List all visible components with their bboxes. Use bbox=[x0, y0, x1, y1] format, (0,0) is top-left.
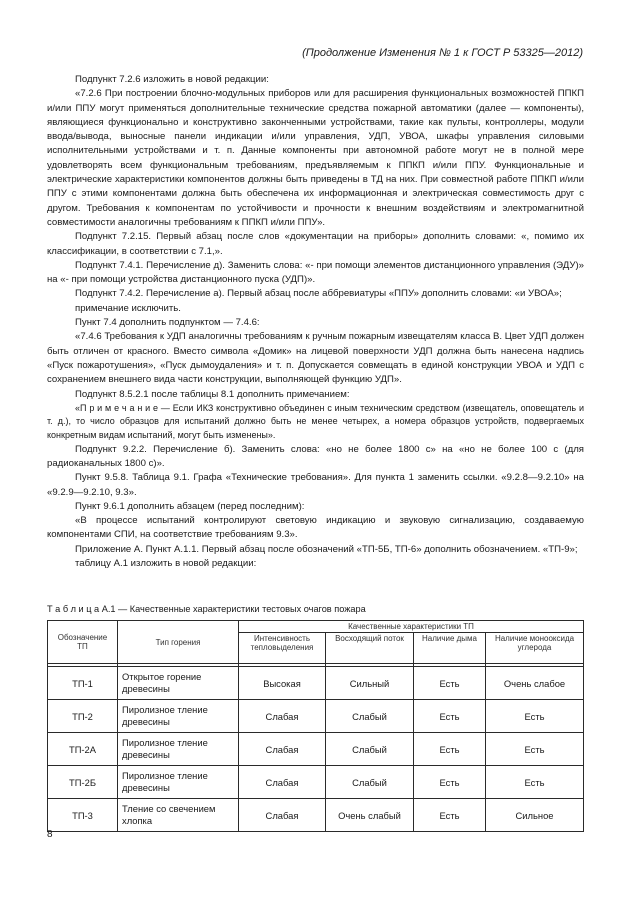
paragraph: Пункт 9.6.1 дополнить абзацем (перед последним): bbox=[75, 500, 305, 512]
cell-co: Есть bbox=[486, 733, 584, 766]
table-row bbox=[48, 799, 584, 832]
header-intensity: Интенсивность тепловыделения bbox=[239, 633, 326, 664]
page-number: 8 bbox=[47, 829, 53, 840]
cell-flow: Сильный bbox=[326, 667, 414, 700]
paragraph: «7.2.6 При построении блочно-модульных приборов или для расширения функциональных возможностей ППКП и/или ППУ могут применяться дополнительные технические средства пожарной автоматики (далее — компоненты), являющиеся функционально и конструктивно законченными устройствами, такие как пульты, контроллеры, модули ввода/вывода, выносные панели индикации и/или управления, УДП, УВОА, шкафы управления силовыми исполнительными устройствами и т. п. Данные компоненты при автономной работе могут не в полной мере удовлетворять всем функциональным требованиям, предъявляемым к ППКП и/или ППУ. Функциональные и электрические характеристики компонентов должны быть приведены в ТД на них. При совместной работе ППКП и/или ППУ с этими компонентами должна быть обеспечена их информационная и электрическая совместимость друг с другом. Требования к компонентам по устойчивости и прочности к внешним воздействиям и электромагнитной совместимости аналогичны требованиям к ППКП и/или ППУ». bbox=[47, 88, 584, 228]
running-header: (Продолжение Изменения № 1 к ГОСТ Р 53325—2012) bbox=[302, 47, 583, 59]
paragraph: Подпункт 7.2.15. Первый абзац после слов «документации на приборы» дополнить словами: «, помимо их классификации, в соответствии с 7.1,». bbox=[47, 231, 584, 257]
paragraph: Пункт 7.4 дополнить подпунктом — 7.4.6: bbox=[75, 317, 260, 329]
cell-flow: Слабый bbox=[326, 700, 414, 733]
header-co: Наличие монооксида углерода bbox=[486, 633, 584, 664]
paragraph: Подпункт 8.5.2.1 после таблицы 8.1 дополнить примечанием: bbox=[75, 388, 350, 400]
cell-flow: Очень слабый bbox=[326, 799, 414, 832]
table-row bbox=[48, 733, 584, 766]
table-row bbox=[48, 700, 584, 733]
cell-designation: ТП-1 bbox=[48, 667, 118, 700]
paragraph: «В процессе испытаний контролируют световую индикацию и звуковую сигнализацию, создаваемую компонентами СПИ, на соответствие требованиям 9.3». bbox=[47, 515, 584, 541]
header-type: Тип горения bbox=[118, 621, 239, 664]
cell-type: Пиролизное тление древесины bbox=[118, 700, 239, 733]
paragraph: таблицу А.1 изложить в новой редакции: bbox=[75, 557, 257, 569]
cell-smoke: Есть bbox=[414, 799, 486, 832]
cell-designation: ТП-2Б bbox=[48, 766, 118, 799]
note-paragraph: «П р и м е ч а н и е — Если ИКЗ конструктивно объединен с иным техническим средством (извещатель, оповещатель и т. д.), то число образцов для испытаний должно быть не менее четырех, а номера образцов устройств, подвергаемых конкретным видам испытаний, могут быть изменены». bbox=[47, 402, 584, 441]
table-caption: Т а б л и ц а А.1 — Качественные характеристики тестовых очагов пожара bbox=[47, 604, 366, 614]
page-body bbox=[47, 73, 584, 571]
cell-intensity: Слабая bbox=[239, 799, 326, 832]
cell-flow: Слабый bbox=[326, 733, 414, 766]
cell-intensity: Высокая bbox=[239, 667, 326, 700]
cell-type: Пиролизное тление древесины bbox=[118, 733, 239, 766]
paragraph: Подпункт 9.2.2. Перечисление б). Заменить слова: «но не более 1800 с» на «но не более 100 с (для радиоканальных 1800 с)». bbox=[47, 443, 584, 469]
cell-smoke: Есть bbox=[414, 766, 486, 799]
cell-co: Есть bbox=[486, 766, 584, 799]
cell-co: Есть bbox=[486, 700, 584, 733]
cell-intensity: Слабая bbox=[239, 700, 326, 733]
table-row bbox=[48, 667, 584, 700]
paragraph: «7.4.6 Требования к УДП аналогичны требованиям к ручным пожарным извещателям класса В. Цвет УДП должен быть отличен от красного. Вместо символа «Домик» на лицевой поверхности УДП должна быть нанесена надпись «Пуск пожаротушения», «Пуск дымоудаления» и т. п. Допускается совмещать в единой конструкции УВОА и УДП с сохранением внешнего вида части конструкции, выполняющей функцию УДП». bbox=[47, 331, 585, 386]
paragraph: Пункт 9.5.8. Таблица 9.1. Графа «Технические требования». Для пункта 1 заменить ссылки. «9.2.8—9.2.10» на «9.2.9—9.2.10, 9.3». bbox=[47, 472, 584, 498]
paragraph: Приложение А. Пункт А.1.1. Первый абзац после обозначений «ТП-5Б, ТП-6» дополнить обозначением. «ТП-9»; bbox=[75, 543, 578, 555]
cell-designation: ТП-3 bbox=[48, 799, 118, 832]
cell-smoke: Есть bbox=[414, 667, 486, 700]
paragraph: Подпункт 7.4.1. Перечисление д). Заменить слова: «- при помощи элементов дистанционного управления (ЭДУ)» на «- при помощи устройства дистанционного пуска (УДП)». bbox=[47, 259, 584, 286]
cell-type: Тление со свечением хлопка bbox=[118, 799, 239, 832]
paragraph: Подпункт 7.4.2. Перечисление а). Первый абзац после аббревиатуры «ППУ» дополнить словами: «и УВОА»; bbox=[75, 288, 562, 300]
cell-designation: ТП-2 bbox=[48, 700, 118, 733]
cell-smoke: Есть bbox=[414, 700, 486, 733]
cell-type: Пиролизное тление древесины bbox=[118, 766, 239, 799]
cell-designation: ТП-2А bbox=[48, 733, 118, 766]
cell-type: Открытое горение древесины bbox=[118, 667, 239, 700]
table-row bbox=[48, 766, 584, 799]
cell-co: Сильное bbox=[486, 799, 584, 832]
cell-flow: Слабый bbox=[326, 766, 414, 799]
cell-intensity: Слабая bbox=[239, 766, 326, 799]
header-designation: Обозначение ТП bbox=[48, 621, 118, 664]
header-flow: Восходящий поток bbox=[326, 633, 414, 664]
header-smoke: Наличие дыма bbox=[414, 633, 486, 664]
cell-intensity: Слабая bbox=[239, 733, 326, 766]
cell-smoke: Есть bbox=[414, 733, 486, 766]
fire-characteristics-table bbox=[47, 620, 584, 832]
cell-co: Очень слабое bbox=[486, 667, 584, 700]
paragraph: примечание исключить. bbox=[75, 302, 181, 314]
paragraph: Подпункт 7.2.6 изложить в новой редакции: bbox=[75, 74, 269, 85]
header-group: Качественные характеристики ТП bbox=[239, 621, 584, 633]
